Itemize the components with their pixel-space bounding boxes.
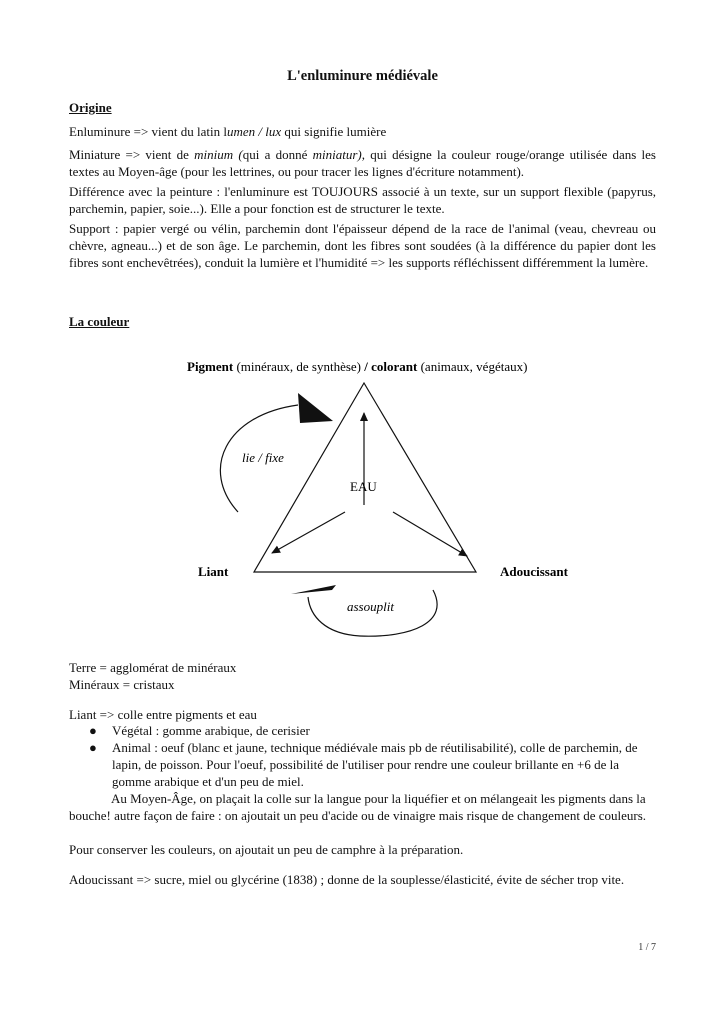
page-title: L'enluminure médiévale — [287, 68, 438, 84]
text-segment: qui désigne la couleur rouge/orange utilisée dans les textes au Moyen-âge (pour les lettrines, ou pour tracer les lignes d'écriture notamment). — [69, 147, 656, 179]
arc-assouplit-arrowhead — [291, 585, 336, 594]
paragraph-enluminure — [69, 123, 656, 140]
arc-left-label: lie / fixe — [242, 450, 284, 465]
paragraph-miniature — [69, 146, 656, 180]
text-camphre: Pour conserver les couleurs, on ajoutait un peu de camphre à la préparation. — [69, 842, 464, 857]
text-mineraux: Minéraux = cristaux — [69, 677, 175, 692]
diagram-center-label: EAU — [350, 479, 377, 494]
triangle-shape — [254, 383, 476, 572]
text-segment-italic: umen / lux — [227, 124, 282, 139]
arrow-right — [393, 512, 467, 556]
liant-bullet-list — [69, 722, 659, 790]
bullet-dot: ● — [89, 740, 97, 755]
arc-assouplit — [308, 590, 437, 636]
text-liant: Liant => colle entre pigments et eau — [69, 707, 257, 722]
text-segment: Miniature => vient de — [69, 147, 195, 162]
arrow-left — [272, 512, 345, 553]
bullet-dot: ● — [89, 723, 97, 738]
arc-lie-fixe — [220, 405, 298, 512]
text-segment: qui signifie lumière — [281, 124, 387, 139]
paragraph-support: Support : papier vergé ou vélin, parchemin dont l'épaisseur dépend de la race de l'animal (veau, chevreau ou chèvre, agneau...) et de son âge. Le parchemin, dont les fibres sont soudées (à la différence du papier dont les fibres sont enchevêtrées), conduit la lumière et l'humidité => les supports réfléchissent différemment la lumère. — [69, 221, 656, 270]
arc-bottom-label: assouplit — [347, 599, 394, 614]
page-number: 1 / 7 — [638, 942, 656, 953]
paragraph-difference: Différence avec la peinture : l'enluminure est TOUJOURS associé à un texte, sur un support flexible (papyrus, parchemin, papier, soie...). Elle a pour fonction est de structurer le texte. — [69, 184, 656, 216]
text-segment: Enluminure => vient du latin l — [69, 124, 227, 139]
text-segment: qui a donné — [242, 147, 313, 162]
diagram-top-label: Pigment (minéraux, de synthèse) / colorant (animaux, végétaux) — [187, 359, 528, 374]
text-segment-italic: miniatur), — [312, 147, 365, 162]
arc-lie-fixe-arrowhead — [298, 393, 333, 423]
section-heading-origine: Origine — [69, 100, 112, 115]
text-terre: Terre = agglomérat de minéraux — [69, 660, 237, 675]
diagram-left-label: Liant — [198, 564, 229, 579]
paragraph-moyen-age: Au Moyen-Âge, on plaçait la colle sur la langue pour la liquéfier et on mélangeait les pigments dans la bouche! autre façon de faire : on ajoutait un peu d'acide ou de vinaigre mais risque de changement de couleurs. — [69, 791, 647, 823]
list-item — [69, 722, 659, 739]
text-segment-italic: minium ( — [194, 147, 243, 162]
text-adoucissant: Adoucissant => sucre, miel ou glycérine (1838) ; donne de la souplesse/élasticité, évite de sécher trop vite. — [69, 872, 625, 887]
bullet-text: Végétal : gomme arabique, de cerisier — [112, 723, 310, 738]
section-heading-couleur: La couleur — [69, 314, 130, 329]
bullet-text: Animal : oeuf (blanc et jaune, technique médiévale mais pb de réutilisabilité), colle de parchemin, de lapin, de poisson. Pour l'oeuf, possibilité de l'utiliser pour rendre une couleur brillante en +6 de la gomme arabique et d'un peu de miel. — [112, 740, 638, 789]
diagram-right-label: Adoucissant — [500, 564, 568, 579]
list-item — [69, 739, 659, 790]
